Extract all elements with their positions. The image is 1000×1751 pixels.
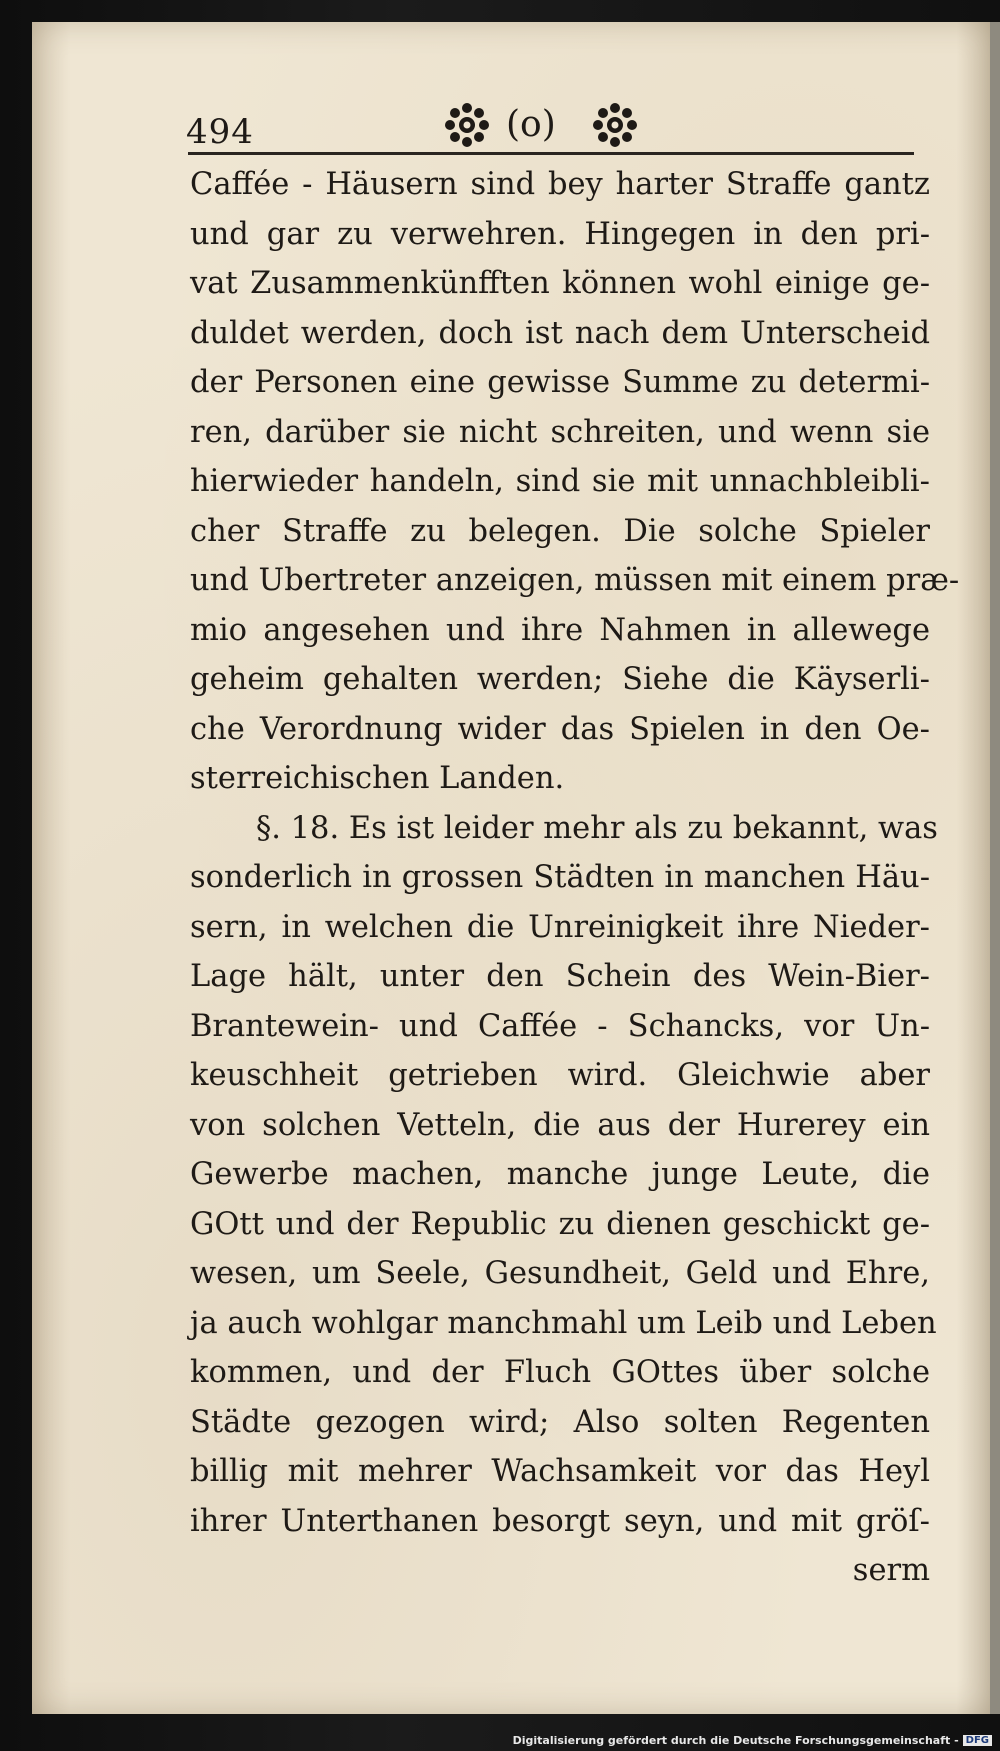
text-line: billig mit mehrer Wachsamkeit vor das Heyl <box>190 1454 930 1489</box>
text-line: der Personen eine gewisse Summe zu determi- <box>190 365 930 400</box>
flower-ornament-icon <box>442 100 492 150</box>
text-body <box>190 160 960 1596</box>
dfg-logo: DFG <box>963 1735 992 1746</box>
text-line: hierwieder handeln, sind sie mit unnachbleibli- <box>190 464 930 499</box>
text-line: kommen, und der Fluch GOttes über solche <box>190 1355 930 1390</box>
text-line: ren, darüber sie nicht schreiten, und wenn sie <box>190 414 930 450</box>
text-line: Lage hält, unter den Schein des Wein-Bier- <box>190 959 930 994</box>
text-line: und gar zu verwehren. Hingegen in den pri- <box>190 216 930 252</box>
text-line: Gewerbe machen, manche junge Leute, die <box>190 1157 930 1192</box>
catchword: serm <box>852 1553 930 1588</box>
text-line: von solchen Vetteln, die aus der Hurerey ein <box>190 1107 930 1143</box>
flower-ornament-icon <box>590 100 640 150</box>
text-line: ihrer Unterthanen besorgt seyn, und mit gröſ- <box>190 1503 930 1539</box>
text-line: wesen, um Seele, Gesundheit, Geld und Ehre, <box>190 1256 930 1291</box>
digitization-credit <box>513 1734 992 1747</box>
text-line: Caffée - Häusern sind bey harter Straffe gantz <box>190 167 930 202</box>
text-line: GOtt und der Republic zu dienen geschickt ge- <box>190 1206 930 1242</box>
header-rule <box>188 152 914 155</box>
text-line: duldet werden, doch ist nach dem Unterscheid <box>190 315 930 351</box>
text-line: ja auch wohlgar manchmahl um Leib und Leben <box>190 1305 937 1341</box>
text-line: geheim gehalten werden; Siehe die Käyserli- <box>190 662 930 697</box>
text-line: sern, in welchen die Unreinigkeit ihre Nieder- <box>190 909 930 945</box>
page-edge <box>990 22 1000 1714</box>
paragraph-start-line: §. 18. Es ist leider mehr als zu bekannt, was <box>256 810 938 846</box>
text-line: che Verordnung wider das Spielen in den Oe- <box>190 711 930 747</box>
header-center-mark: (o) <box>506 104 556 145</box>
text-line: sonderlich in grossen Städten in manchen Häu- <box>190 860 930 895</box>
text-line: keuschheit getrieben wird. Gleichwie aber <box>190 1058 930 1093</box>
text-line: und Ubertreter anzeigen, müssen mit einem præ- <box>190 563 960 598</box>
text-line: vat Zusammenkünfften können wohl einige ge- <box>190 266 930 301</box>
page-number: 494 <box>186 112 254 152</box>
text-line: Brantewein- und Caffée - Schancks, vor Un- <box>190 1008 930 1044</box>
text-line: sterreichischen Landen. <box>190 761 565 796</box>
text-line: mio angesehen und ihre Nahmen in allewege <box>190 612 930 648</box>
text-line: Städte gezogen wird; Also solten Regenten <box>190 1404 930 1440</box>
text-line: cher Straffe zu belegen. Die solche Spieler <box>190 513 930 549</box>
credit-text: Digitalisierung gefördert durch die Deutsche Forschungsgemeinschaft - <box>512 1734 959 1747</box>
